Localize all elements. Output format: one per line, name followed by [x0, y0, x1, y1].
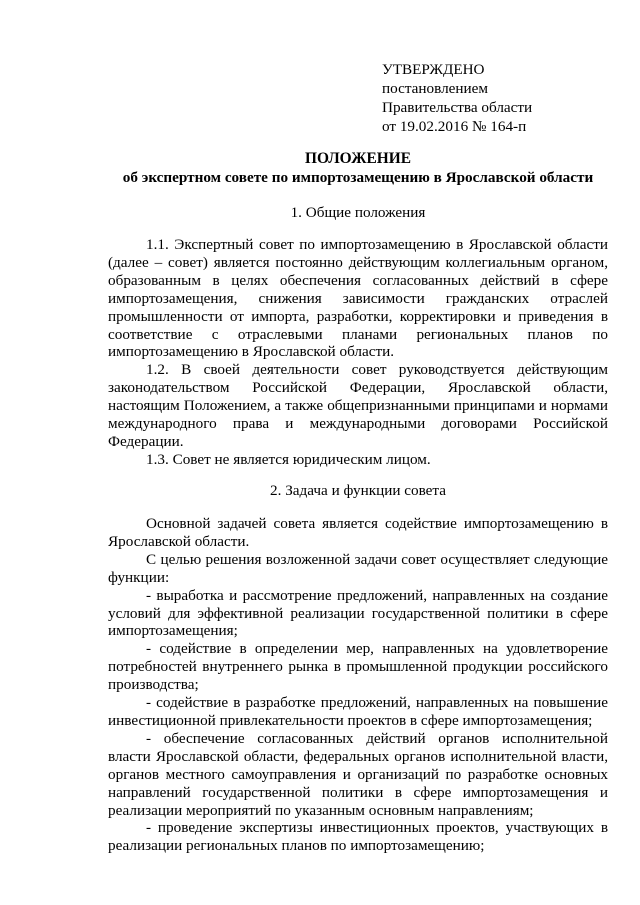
list-item: - проведение экспертизы инвестиционных проектов, участвующих в реализации региональных планов по импортозамещению; [108, 819, 608, 855]
paragraph: 1.2. В своей деятельности совет руководствуется действующим законодательством Российской Федерации, Ярославской области, настоящим Положением, а также общепризнанными принципами и нормами международного права и международными договорами Российской Федерации. [108, 361, 608, 450]
list-item: - обеспечение согласованных действий органов исполнительной власти Ярославской области, федеральных органов исполнительной власти, органов местного самоуправления и организаций по разработке основных направлений государственной политики в сфере импортозамещения и реализации мероприятий по указанным основным направлениям; [108, 729, 608, 819]
section-heading-general: 1. Общие положения [290, 204, 426, 221]
section-heading-functions: 2. Задача и функции совета [270, 482, 446, 499]
approval-date-number: от 19.02.2016 № 164-п [382, 118, 527, 135]
paragraph: 1.1. Экспертный совет по импортозамещению в Ярославской области (далее – совет) является постоянно действующим коллегиальным органом, образованным в целях обеспечения согласованных действий в сфере импортозамещения, снижения зависимости гражданских отраслей промышленности от импорта, разработки, корректировки и приведения в соответствие с отраслевыми планами региональных планов по импортозамещению в Ярославской области. [108, 236, 608, 361]
section-body-functions [108, 515, 608, 855]
list-item: - содействие в определении мер, направленных на удовлетворение потребностей внутреннего рынка в промышленной продукции российского производства; [108, 640, 608, 694]
document-title: ПОЛОЖЕНИЕ [305, 150, 411, 167]
list-item: - выработка и рассмотрение предложений, направленных на создание условий для эффективной реализации государственной политики в сфере импортозамещения; [108, 586, 608, 640]
paragraph: 1.3. Совет не является юридическим лицом. [146, 450, 431, 468]
paragraph: Основной задачей совета является содействие импортозамещению в Ярославской области. [108, 515, 608, 550]
list-item: - содействие в разработке предложений, направленных на повышение инвестиционной привлекательности проектов в сфере импортозамещения; [108, 694, 608, 729]
paragraph: С целью решения возложенной задачи совет осуществляет следующие функции: [108, 550, 608, 586]
approval-line: постановлением [382, 80, 489, 97]
approval-line: УТВЕРЖДЕНО [382, 61, 485, 78]
document-subtitle: об экспертном совете по импортозамещению в Ярославской области [122, 169, 594, 186]
title-block [108, 149, 608, 188]
approval-line: Правительства области [382, 99, 533, 116]
section-body-general [108, 236, 608, 469]
approval-stamp [382, 60, 532, 136]
